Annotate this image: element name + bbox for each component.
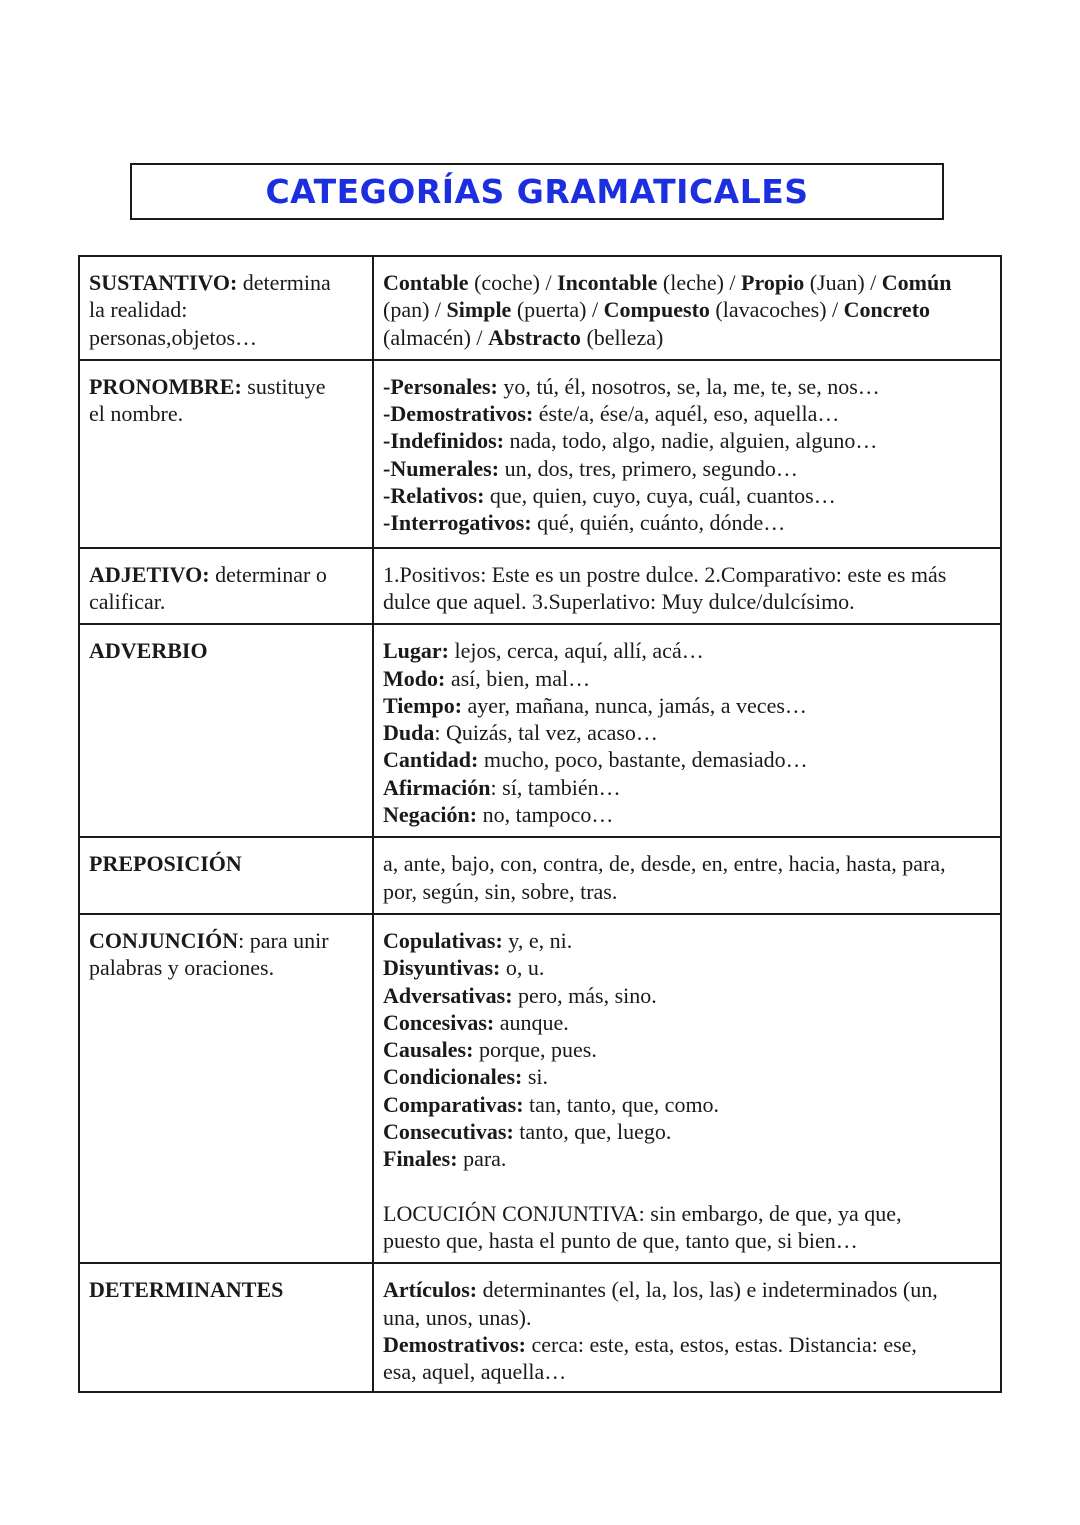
locucion-line: puesto que, hasta el punto de que, tanto que, si bien… [383, 1227, 858, 1253]
sustantivo-content-cell: Contable (coche) / Incontable (leche) / Propio (Juan) / Común (pan) / Simple (puerta) / Compuesto (lavacoches) / Concreto (almacén) / Abstracto (belleza) [373, 256, 1001, 360]
adjetivo-term: ADJETIVO: [89, 561, 210, 587]
list-item: Duda: Quizás, tal vez, acaso… [383, 720, 658, 746]
adjetivo-content-cell: 1.Positivos: Este es un postre dulce. 2.Comparativo: este es más dulce que aquel. 3.Superlativo: Muy dulce/dulcísimo. [373, 548, 1001, 625]
locucion-line: LOCUCIÓN CONJUNTIVA: sin embargo, de que, ya que, [383, 1200, 902, 1226]
row-determinantes [79, 1263, 1001, 1392]
preposicion-content-cell: a, ante, bajo, con, contra, de, desde, en, entre, hacia, hasta, para, por, según, sin, sobre, tras. [373, 837, 1001, 914]
pronombre-term: PRONOMBRE: [89, 373, 242, 399]
list-item: -Personales: yo, tú, él, nosotros, se, la, me, te, se, nos… [383, 373, 880, 399]
pronombre-term-cell: PRONOMBRE: sustituye el nombre. [79, 360, 373, 548]
list-item: Adversativas: pero, más, sino. [383, 982, 657, 1008]
list-item: Lugar: lejos, cerca, aquí, allí, acá… [383, 638, 704, 664]
list-item: Concesivas: aunque. [383, 1009, 569, 1035]
preposicion-term: PREPOSICIÓN [89, 851, 242, 877]
row-pronombre [79, 360, 1001, 548]
list-item: Copulativas: y, e, ni. [383, 927, 573, 953]
adjetivo-term-cell: ADJETIVO: determinar o calificar. [79, 548, 373, 625]
row-conjuncion [79, 914, 1001, 1263]
sustantivo-term-cell: SUSTANTIVO: determina la realidad: personas,objetos… [79, 256, 373, 360]
list-item: Disyuntivas: o, u. [383, 955, 545, 981]
row-adjetivo [79, 548, 1001, 625]
determinantes-term-cell [79, 1263, 373, 1392]
list-item: Comparativas: tan, tanto, que, como. [383, 1091, 720, 1117]
list-item: Afirmación: sí, también… [383, 774, 621, 800]
list-item: -Indefinidos: nada, todo, algo, nadie, alguien, alguno… [383, 428, 878, 454]
pronombre-content-cell [373, 360, 1001, 548]
row-sustantivo [79, 256, 1001, 360]
sustantivo-term: SUSTANTIVO: [89, 270, 238, 295]
row-preposicion [79, 837, 1001, 914]
conjuncion-term-cell: CONJUNCIÓN: para unir palabras y oraciones. [79, 914, 373, 1263]
adverbio-term: ADVERBIO [89, 638, 208, 664]
list-item: Negación: no, tampoco… [383, 802, 614, 828]
list-item: -Interrogativos: qué, quién, cuánto, dónde… [383, 510, 786, 536]
list-item: -Numerales: un, dos, tres, primero, segundo… [383, 455, 798, 481]
list-item: Modo: así, bien, mal… [383, 665, 591, 691]
determinantes-term: DETERMINANTES [89, 1277, 284, 1303]
list-item: -Demostrativos: éste/a, ése/a, aquél, eso, aquella… [383, 401, 840, 427]
list-item: Tiempo: ayer, mañana, nunca, jamás, a veces… [383, 692, 807, 718]
adverbio-term-cell [79, 624, 373, 837]
title-box [130, 163, 944, 220]
list-item: Consecutivas: tanto, que, luego. [383, 1119, 672, 1145]
list-item: Finales: para. [383, 1146, 507, 1172]
list-item: Causales: porque, pues. [383, 1037, 597, 1063]
adverbio-content-cell [373, 624, 1001, 837]
preposicion-term-cell [79, 837, 373, 914]
conjuncion-term: CONJUNCIÓN [89, 927, 239, 953]
categories-table [78, 255, 1002, 1393]
list-item: Cantidad: mucho, poco, bastante, demasiado… [383, 747, 808, 773]
page-title: CATEGORÍAS GRAMATICALES [265, 172, 809, 211]
row-adverbio [79, 624, 1001, 837]
list-item: Condicionales: si. [383, 1064, 549, 1090]
list-item: -Relativos: que, quien, cuyo, cuya, cuál, cuantos… [383, 483, 836, 509]
determinantes-content-cell: Artículos: determinantes (el, la, los, las) e indeterminados (un, una, unos, unas). Demostrativos: cerca: este, esta, estos, estas. Distancia: ese, esa, aquel, aquella… [373, 1263, 1001, 1392]
conjuncion-content-cell [373, 914, 1001, 1263]
